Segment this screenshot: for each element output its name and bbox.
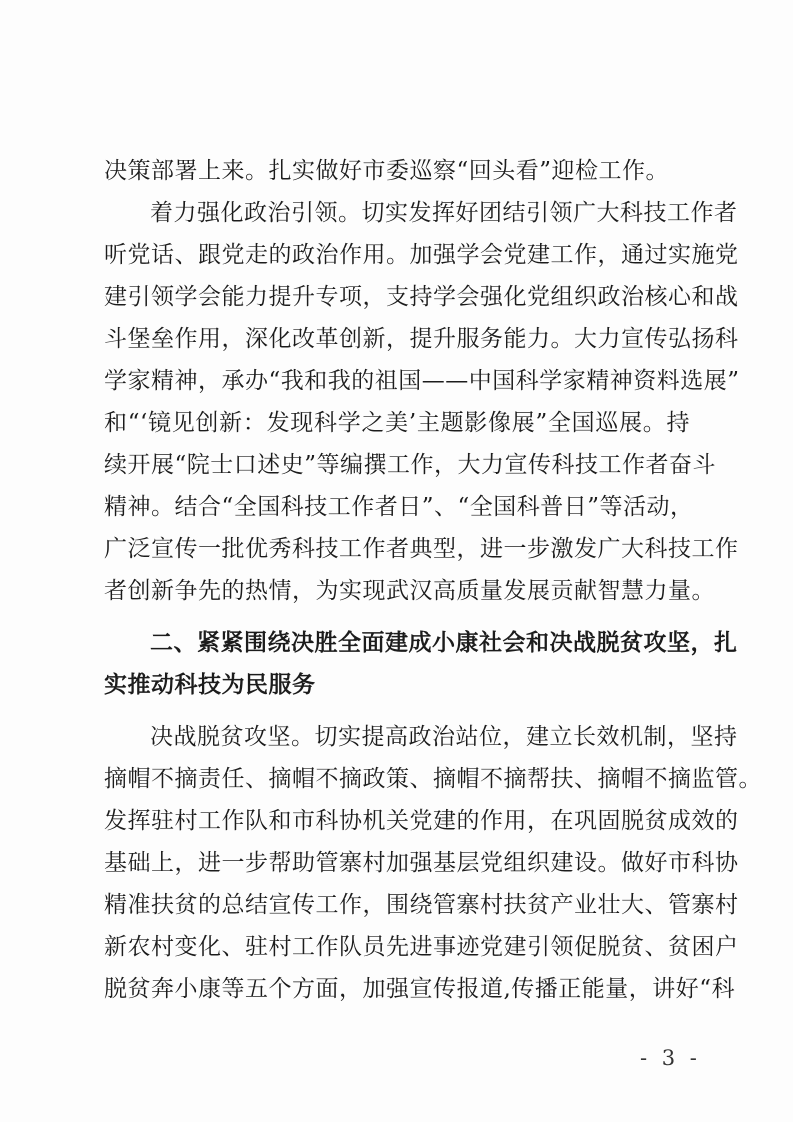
- paragraph-line: 续开展“院士口述史”等编撰工作，大力宣传科技工作者奋斗: [104, 452, 717, 478]
- paragraph-text: 切实提高政治站位，建立长效机制，坚持: [314, 724, 738, 750]
- paragraph-line: 听党话、跟党走的政治作用。加强学会党建工作，通过实施党: [104, 242, 739, 268]
- paragraph-line: 建引领学会能力提升专项，支持学会强化党组织政治核心和战: [104, 284, 739, 310]
- paragraph-line: 基础上，进一步帮助管寨村加强基层党组织建设。做好市科协: [104, 850, 739, 876]
- paragraph-first-line: [104, 192, 738, 234]
- paragraph-line: 摘帽不摘责任、摘帽不摘政策、摘帽不摘帮扶、摘帽不摘监管。: [104, 766, 762, 792]
- section-heading-continued: 实推动科技为民服务: [104, 672, 316, 698]
- paragraph-line: 决策部署上来。扎实做好市委巡察“回头看”迎检工作。: [104, 158, 670, 184]
- paragraph-lead: 决战脱贫攻坚。: [150, 724, 315, 750]
- section-heading: 二、紧紧围绕决胜全面建成小康社会和决战脱贫攻坚，扎: [150, 630, 738, 656]
- paragraph-lead: 着力强化政治引领。: [150, 200, 362, 226]
- paragraph-line: 学家精神，承办“我和我的祖国——中国科学家精神资料选展”: [104, 368, 740, 394]
- document-body: [104, 150, 762, 1010]
- paragraph-line: 脱贫奔小康等五个方面，加强宣传报道,传播正能量，讲好“科: [104, 976, 736, 1002]
- paragraph-line: 新农村变化、驻村工作队员先进事迹党建引领促脱贫、贫困户: [104, 934, 739, 960]
- page-number: - 3 -: [640, 1046, 701, 1070]
- paragraph-line: 精神。结合“全国科技工作者日”、“全国科普日”等活动，: [104, 494, 694, 520]
- paragraph-line: 和“‘镜见创新：发现科学之美’主题影像展”全国巡展。持: [104, 410, 690, 436]
- paragraph-text: 切实发挥好团结引领广大科技工作者: [361, 200, 738, 226]
- paragraph-line: 广泛宣传一批优秀科技工作者典型，进一步激发广大科技工作: [104, 536, 739, 562]
- paragraph-line: 精准扶贫的总结宣传工作，围绕管寨村扶贫产业壮大、管寨村: [104, 892, 739, 918]
- spacer: [104, 706, 690, 716]
- paragraph-first-line: [104, 716, 738, 758]
- paragraph-line: 者创新争先的热情，为实现武汉高质量发展贡献智慧力量。: [104, 578, 715, 604]
- spacer: [104, 612, 690, 622]
- paragraph-line: 发挥驻村工作队和市科协机关党建的作用，在巩固脱贫成效的: [104, 808, 739, 834]
- paragraph-line: 斗堡垒作用，深化改革创新，提升服务能力。大力宣传弘扬科: [104, 326, 739, 352]
